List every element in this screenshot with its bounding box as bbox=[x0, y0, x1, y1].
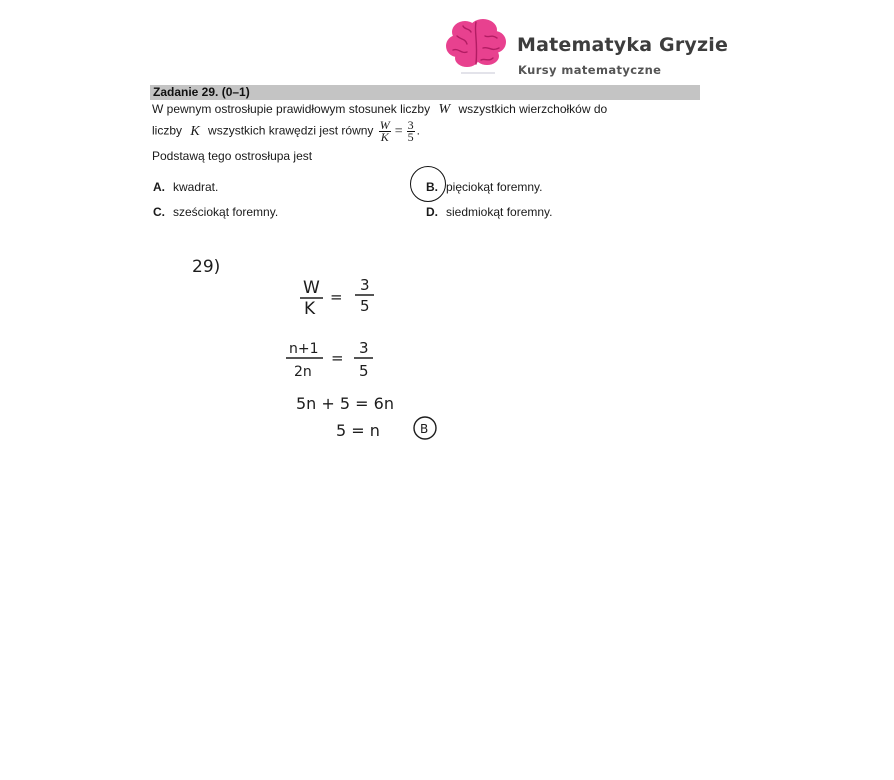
option-text: siedmiokąt foremny. bbox=[446, 205, 553, 219]
handwritten-fraction-numerator: 3 bbox=[359, 339, 369, 357]
period: . bbox=[416, 123, 421, 138]
handwritten-equation: 5n + 5 = 6n bbox=[296, 394, 394, 413]
brand-title: Matematyka Gryzie bbox=[517, 34, 729, 56]
handwritten-fraction-numerator: n+1 bbox=[289, 341, 319, 357]
task-text: wszystkich wierzchołków do bbox=[458, 102, 608, 116]
task-header: Zadanie 29. (0–1) bbox=[150, 85, 700, 100]
task-text: liczby bbox=[152, 123, 183, 138]
handwritten-equals: = bbox=[331, 349, 344, 367]
brand-subtitle: Kursy matematyczne bbox=[518, 63, 662, 77]
task-text: W pewnym ostrosłupie prawidłowym stosunek liczby bbox=[152, 102, 431, 116]
equals-sign: = bbox=[394, 123, 403, 139]
task-text: wszystkich krawędzi jest równy bbox=[208, 123, 374, 138]
handwritten-answer: B bbox=[420, 422, 429, 436]
handwritten-fraction-denominator: 5 bbox=[359, 362, 369, 380]
option-text: pięciokąt foremny. bbox=[446, 180, 543, 194]
handwritten-fraction-denominator: 5 bbox=[360, 297, 370, 315]
fraction-denominator: 5 bbox=[407, 130, 414, 144]
option-letter: A. bbox=[153, 180, 165, 194]
handwritten-result: 5 = n bbox=[336, 421, 380, 440]
option-text: sześciokąt foremny. bbox=[173, 205, 279, 219]
task-line-3: Podstawą tego ostrosłupa jest bbox=[152, 149, 313, 163]
handwritten-fraction-numerator: W bbox=[303, 278, 320, 298]
option-text: kwadrat. bbox=[173, 180, 219, 194]
handwritten-fraction-denominator: K bbox=[304, 299, 316, 319]
handwritten-fraction-numerator: 3 bbox=[360, 276, 370, 294]
handwritten-fraction-denominator: 2n bbox=[294, 364, 312, 380]
handwritten-task-number: 29) bbox=[192, 257, 221, 277]
option-letter: B. bbox=[426, 180, 438, 194]
option-letter: D. bbox=[426, 205, 438, 219]
handwritten-equals: = bbox=[330, 288, 343, 306]
fraction-numerator: 3 bbox=[407, 118, 414, 132]
variable-k: K bbox=[190, 123, 200, 139]
option-letter: C. bbox=[153, 205, 165, 219]
variable-w: W bbox=[438, 102, 451, 117]
fraction-numerator: W bbox=[379, 118, 390, 132]
fraction-denominator: K bbox=[380, 130, 389, 144]
